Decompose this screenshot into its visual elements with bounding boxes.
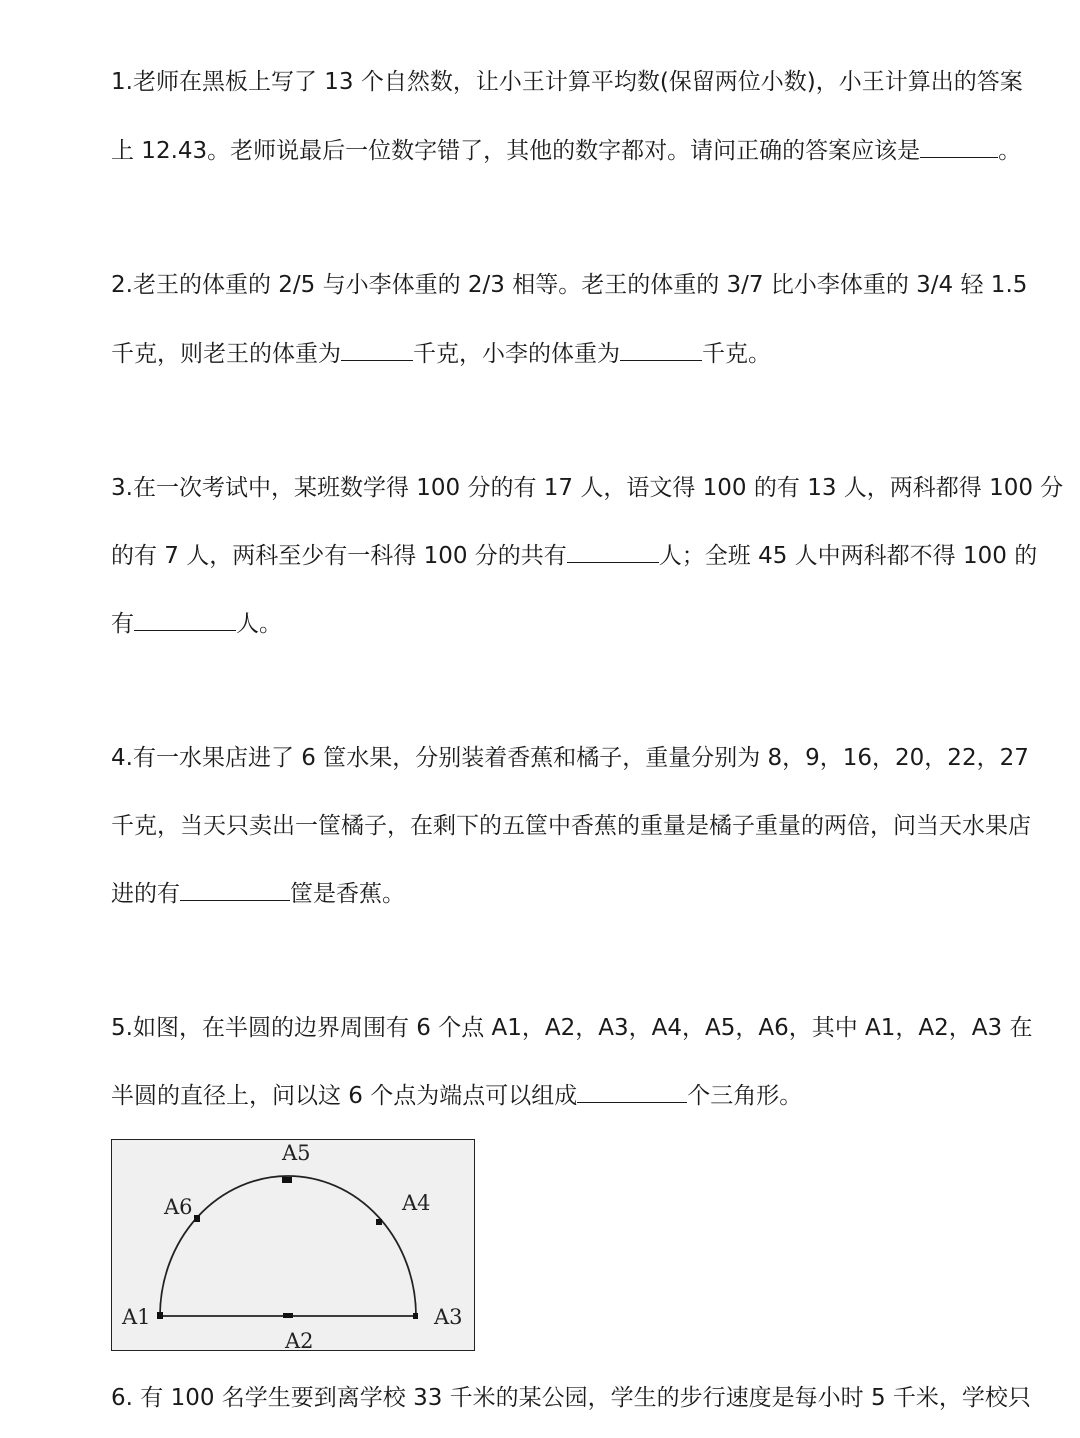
q3-line-1 bbox=[111, 472, 1064, 504]
point-a1-marker bbox=[157, 1312, 163, 1319]
q4-line-3 bbox=[111, 878, 1011, 910]
q3-neither-blank[interactable] bbox=[134, 608, 236, 631]
point-a5-marker bbox=[282, 1177, 292, 1183]
q1-text-1: 1.老师在黑板上写了 13 个自然数，让小王计算平均数(保留两位小数)，小王计算出的答案 bbox=[111, 69, 1023, 95]
point-a6-marker bbox=[194, 1215, 200, 1222]
label-a2: A2 bbox=[285, 1329, 314, 1352]
q3-at-least-one-blank[interactable] bbox=[567, 540, 659, 563]
q5-text-1: 5.如图，在半圆的边界周围有 6 个点 A1，A2，A3，A4，A5，A6，其中 A1，A2，A3 在 bbox=[111, 1015, 1033, 1041]
q3-text-1: 3.在一次考试中，某班数学得 100 分的有 17 人，语文得 100 的有 13 人，两科都得 100 分 bbox=[111, 475, 1064, 501]
q4-text-3a: 进的有 bbox=[111, 881, 180, 907]
semicircle-figure bbox=[111, 1139, 475, 1351]
q5-line-2 bbox=[111, 1080, 1011, 1112]
q1-line-2 bbox=[111, 135, 1022, 167]
point-a2-marker bbox=[283, 1313, 293, 1318]
q2-xiaoli-weight-blank[interactable] bbox=[620, 338, 702, 361]
q4-line-2 bbox=[111, 810, 1031, 842]
q5-line-1 bbox=[111, 1012, 1033, 1044]
q3-text-3b: 人。 bbox=[236, 611, 282, 637]
q2-line-1 bbox=[111, 269, 1028, 301]
label-a5: A5 bbox=[282, 1141, 311, 1165]
label-a4: A4 bbox=[402, 1191, 431, 1215]
q4-text-1: 4.有一水果店进了 6 筐水果，分别装着香蕉和橘子，重量分别为 8，9，16，20，22，27 bbox=[111, 745, 1029, 771]
q2-text-2b: 千克，小李的体重为 bbox=[413, 341, 620, 367]
q5-text-2b: 个三角形。 bbox=[687, 1083, 803, 1109]
label-a6: A6 bbox=[164, 1195, 193, 1219]
q1-text-2a: 上 12.43。老师说最后一位数字错了，其他的数字都对。请问正确的答案应该是 bbox=[111, 138, 921, 164]
label-a3: A3 bbox=[434, 1305, 463, 1329]
q2-text-1: 2.老王的体重的 2/5 与小李体重的 2/3 相等。老王的体重的 3/7 比小李体重的 3/4 轻 1.5 bbox=[111, 272, 1028, 298]
semicircle-arc bbox=[160, 1176, 416, 1316]
q5-triangle-blank[interactable] bbox=[577, 1080, 687, 1103]
label-a1: A1 bbox=[122, 1305, 151, 1329]
point-a4-marker bbox=[376, 1219, 382, 1225]
q1-answer-blank[interactable] bbox=[920, 135, 998, 158]
q5-text-2a: 半圆的直径上，问以这 6 个点为端点可以组成 bbox=[111, 1083, 578, 1109]
q4-line-1 bbox=[111, 742, 1029, 774]
q2-text-2a: 千克，则老王的体重为 bbox=[111, 341, 341, 367]
q2-text-2c: 千克。 bbox=[702, 341, 771, 367]
q2-line-2 bbox=[111, 338, 1011, 370]
q3-text-2b: 人；全班 45 人中两科都不得 100 的 bbox=[658, 543, 1038, 569]
q4-text-2: 千克，当天只卖出一筐橘子，在剩下的五筐中香蕉的重量是橘子重量的两倍，问当天水果店 bbox=[111, 813, 1031, 839]
q3-line-2 bbox=[111, 540, 1038, 572]
q2-laowang-weight-blank[interactable] bbox=[341, 338, 413, 361]
q6-line-1 bbox=[111, 1382, 1031, 1414]
q3-text-2a: 的有 7 人，两科至少有一科得 100 分的共有 bbox=[111, 543, 567, 569]
q1-line-1 bbox=[111, 66, 1023, 98]
q3-line-3 bbox=[111, 608, 1011, 640]
q4-banana-blank[interactable] bbox=[180, 878, 290, 901]
q3-text-3a: 有 bbox=[111, 611, 134, 637]
q1-text-2b: 。 bbox=[998, 138, 1022, 164]
point-a3-marker bbox=[413, 1313, 418, 1319]
q6-text-1: 6. 有 100 名学生要到离学校 33 千米的某公园，学生的步行速度是每小时 5 千米，学校只 bbox=[111, 1385, 1031, 1411]
semicircle-diagram bbox=[112, 1140, 476, 1352]
q4-text-3b: 筐是香蕉。 bbox=[290, 881, 405, 907]
